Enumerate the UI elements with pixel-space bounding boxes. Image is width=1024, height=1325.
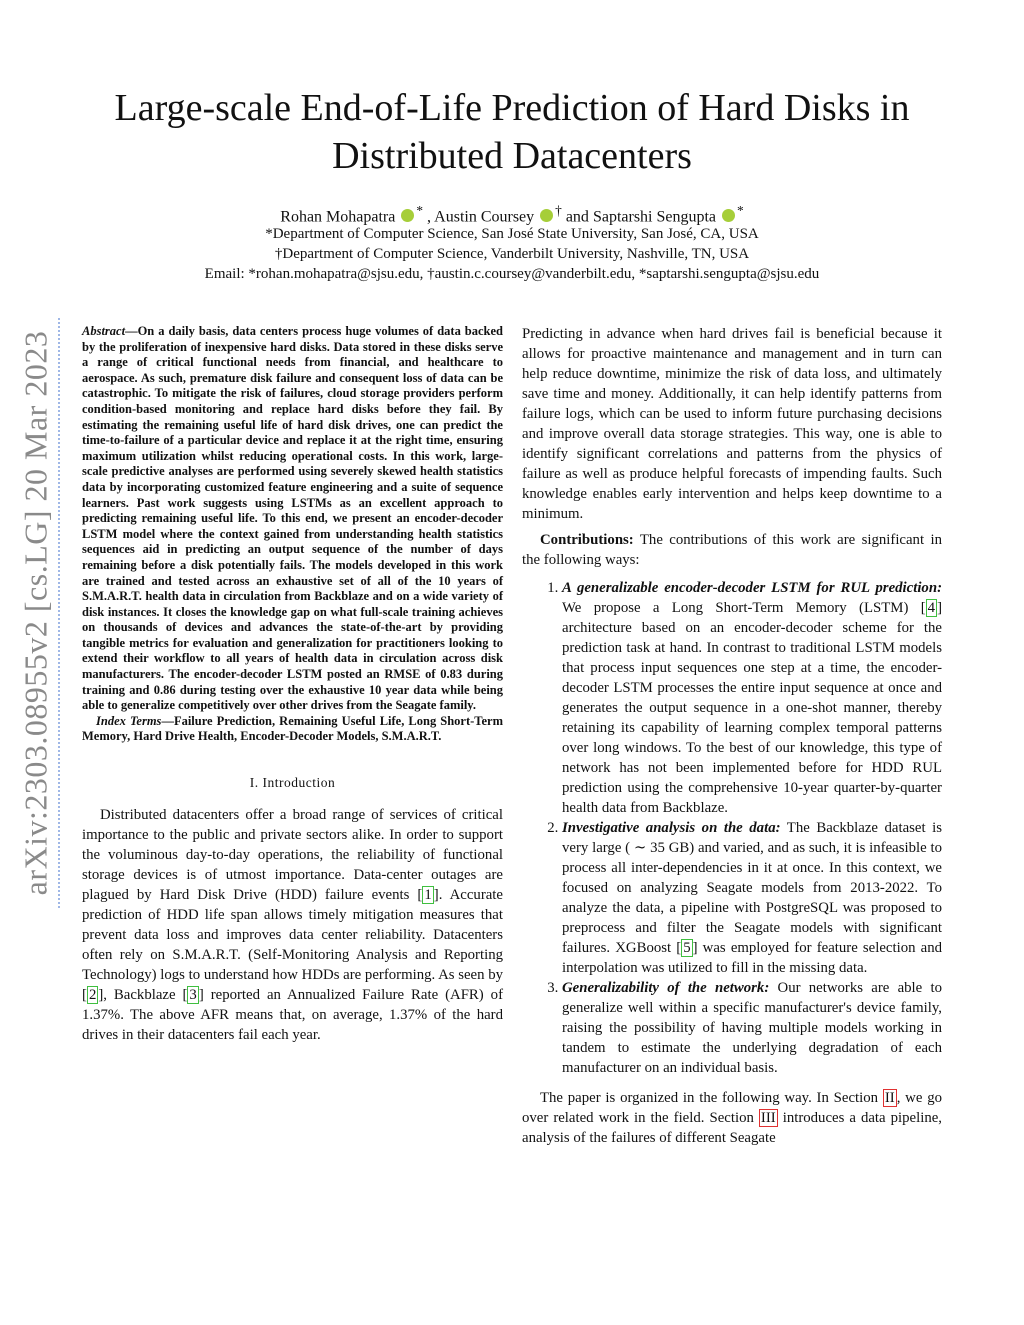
orcid-icon[interactable] [401,209,414,222]
contribution-text: We propose a Long Short-Term Memory (LSTM) [562,600,921,616]
citation-link[interactable]: 2 [88,987,97,1004]
citation-link[interactable]: 4 [927,600,936,616]
affiliation-2: †Department of Computer Science, Vanderbilt University, Nashville, TN, USA [274,246,750,262]
affiliation-1: *Department of Computer Science, San José State University, San José, CA, USA [265,226,759,242]
author-3: Saptarshi Sengupta [592,208,717,226]
author-separator: and [561,208,593,226]
organization-text: , we go over related work in the field. Section [522,1090,942,1126]
contribution-heading: Generalizability of the network: [562,980,770,996]
author-2-mark: † [555,203,562,218]
paper-title: Large-scale End-of-Life Prediction of Hard Disks in Distributed Datacenters [114,87,910,177]
contributions-text: The contributions of this work are significant in the following ways: [522,532,942,568]
organization-text: The paper is organized in the following way. In Section [540,1090,883,1106]
organization-paragraph [522,1088,942,1148]
author-list [60,203,964,226]
citation-link[interactable]: 1 [424,887,432,904]
citation-link[interactable]: 3 [189,987,197,1004]
index-terms-label: Index Terms [96,713,162,728]
author-3-mark: * [737,203,744,218]
index-terms-text: —Failure Prediction, Remaining Useful Life, Long Short-Term Memory, Hard Drive Health, Encoder-Decoder Models, S.M.A.R.T. [82,713,503,744]
contribution-heading: A generalizable encoder-decoder LSTM for RUL prediction: [562,580,942,596]
abstract [82,324,503,714]
list-item [562,978,942,1078]
author-2: Austin Coursey [434,208,535,226]
section-heading: I. Introduction [249,775,336,791]
abstract-label: Abstract [82,324,126,338]
citation-link[interactable]: 5 [683,940,691,956]
contribution-text: was employed for feature selection and interpolation was utilized to fill in the missing data. [562,940,942,976]
contributions-list [522,578,942,1078]
contribution-text: architecture based on an encoder-decoder scheme for the prediction task at hand. In contrast to traditional LSTM models that process input sequences one step at a time, the encoder-decoder LSTM processes the entire input sequence at once and generates the output sequence in a one-shot manner, thereby retaining its capability of learning complex temporal patterns over long windows. To the best of our knowledge, this type of network has not been implemented before for HDD RUL prediction using the comprehensive 10-year quarter-by-quarter health data from Backblaze. [562,620,942,816]
right-column [522,324,942,1148]
intro-text: . Accurate prediction of HDD life span allows timely mitigation measures that prevent data loss and improves data center reliability. Datacenters often rely on S.M.A.R.T. (Self-Monitoring Analysis and Reporting Technology) logs to understand how HDDs are performing. As seen by [82,887,504,984]
contribution-text: The Backblaze dataset is very large ( ∼ 35 GB) and varied, and as such, it is infeasible to process all inter-dependencies in it at once. In this context, we focused on analyzing Seagate models from 2013-2022. To analyze the data, a pipeline with PostgreSQL was proposed to preprocess and filter the Seagate models with significant failures. XGBoost [562,820,942,956]
arxiv-id: arXiv:2303.08955v2 [cs.LG] 20 Mar 2023 [17,330,54,896]
intro-text: reported an Annualized Failure Rate (AFR) of 1.37%. The above AFR means that, on average, 1.37% of the hard drives in their datacenters fail each year. [82,987,503,1044]
orcid-icon[interactable] [540,209,553,222]
intro-paragraph: Distributed datacenters offer a broad range of services of critical importance to the public and private sectors alike. In order to support the voluminous day-to-day operations, the reliability of functional storage devices is of utmost importance. Data-center outages are plagued by Hard Disk Drive (HDD) failure events [ 1 ]. Accurate prediction of HDD life span allows timely mitigation measures that prevent data loss and improves data center reliability. Datacenters often rely on S.M.A.R.T. (Self-Monitoring Analysis and Reporting Technology) logs to understand how HDDs are performing. As seen by [ 2 ], Backblaze [ 3 ] reported an Annualized Failure Rate (AFR) of 1.37%. The above AFR means that, on average, 1.37% of the hard drives in their datacenters fail each year. [82,807,504,1044]
left-column [82,324,503,1045]
author-separator: , [423,208,435,226]
contribution-heading: Investigative analysis on the data: [562,820,781,836]
orcid-icon[interactable] [722,209,735,222]
section-link[interactable]: III [760,1110,776,1126]
section-link[interactable]: II [884,1090,895,1106]
list-item: 1. A generalizable encoder-decoder LSTM for RUL prediction: We propose a Long Short-Term Memory (LSTM) [ 4 ] architecture based on an encoder-decoder scheme for the prediction task at hand. In contrast to traditional LSTM models that process input sequences one step at a time, the encoder-decoder LSTM processes the entire input sequence at once and generates the output sequence in a one-shot manner, thereby retaining its capability of learning complex temporal patterns over long windows. To the best of our knowledge, this type of network has not been implemented before for HDD RUL prediction using the comprehensive 10-year quarter-by-quarter health data from Backblaze. [562,578,942,818]
email-line: Email: *rohan.mohapatra@sjsu.edu, †austin.c.coursey@vanderbilt.edu, *saptarshi.sengupta@sjsu.edu [204,266,820,282]
arxiv-watermark [14,318,60,908]
abstract-text: —On a daily basis, data centers process huge volumes of data backed by the proliferation of inexpensive hard disks. Data stored in these disks serve a range of critical functional needs from financial, and healthcare to aerospace. As such, premature disk failure and consequent loss of data can be catastrophic. To mitigate the risk of failures, cloud storage providers perform condition-based monitoring and replace hard disks before they fail. By estimating the remaining useful life of hard disk drives, one can predict the time-to-failure of a particular device and replace it at the right time, ensuring maximum utilization whilst reducing operational costs. In this work, large-scale predictive analyses are performed using severely skewed health statistics data by incorporating customized feature engineering and a suite of sequence learners. Past work suggests using LSTMs as an excellent approach to predicting remaining useful life. To this end, we present an encoder-decoder LSTM model where the context gained from understanding health statistics sequences aid in predicting an output sequence of the number of days remaining before a disk potentially fails. The models developed in this work are trained and tested across an exhaustive set of all of the 10 years of S.M.A.R.T. health data in circulation from Backblaze and on a wide variety of disk instances. It closes the knowledge gap on what full-scale training achieves on thousands of devices and advances the state-of-the-art by providing tangible metrics for evaluation and generalization for practitioners looking to extend their workflow to all years of health data in circulation across disk manufacturers. The encoder-decoder LSTM posted an RMSE of 0.83 during training and 0.86 during testing over the exhaustive 10 year data while being able to generalize competitively over other drives from the Seagate family. [82,324,503,713]
contribution-text: Our networks are able to generalize well within a specific manufacturer's device family, raising the possibility of having multiple models working in tandem to estimate the underlying degradation of each manufacturer on an individual basis. [562,980,942,1076]
motivation-paragraph: Predicting in advance when hard drives fail is beneficial because it allows for proactive maintenance and management and in turn can help reduce downtime, minimize the risk of data loss, and ultimately save time and money. Additionally, it can help identify patterns from failure logs, which can be used to inform future purchasing decisions and improve overall data storage strategies. This way, one is able to identify significant correlations and patterns from the physics of failure as well as produce helpful forecasts of impending faults. Such knowledge enables early intervention and helps keep downtime to a minimum. [522,326,942,522]
organization-text: introduces a data pipeline, analysis of the failures of different Seagate [522,1110,942,1146]
contributions-paragraph [522,530,942,570]
author-1-mark: * [416,203,424,218]
index-terms [82,714,503,745]
intro-text: , Backblaze [103,987,183,1004]
intro-text: Distributed datacenters offer a broad range of services of critical importance to the public and private sectors alike. In order to support the voluminous day-to-day operations, the reliability of functional storage devices is of utmost importance. Data-center outages are plagued by Hard Disk Drive (HDD) failure events [82,807,503,904]
contributions-label: Contributions: [540,532,634,548]
list-item: 2. Investigative analysis on the data: The Backblaze dataset is very large ( ∼ 35 GB) and varied, and as such, it is infeasible to process all inter-dependencies in it at once. In this context, we focused on analyzing Seagate models from 2013-2022. To analyze the data, a pipeline with PostgreSQL was proposed to preprocess and filter the Seagate models with significant failures. XGBoost [ 5 ] was employed for feature selection and interpolation was utilized to fill in the missing data. [562,818,942,978]
author-1: Rohan Mohapatra [280,208,396,226]
